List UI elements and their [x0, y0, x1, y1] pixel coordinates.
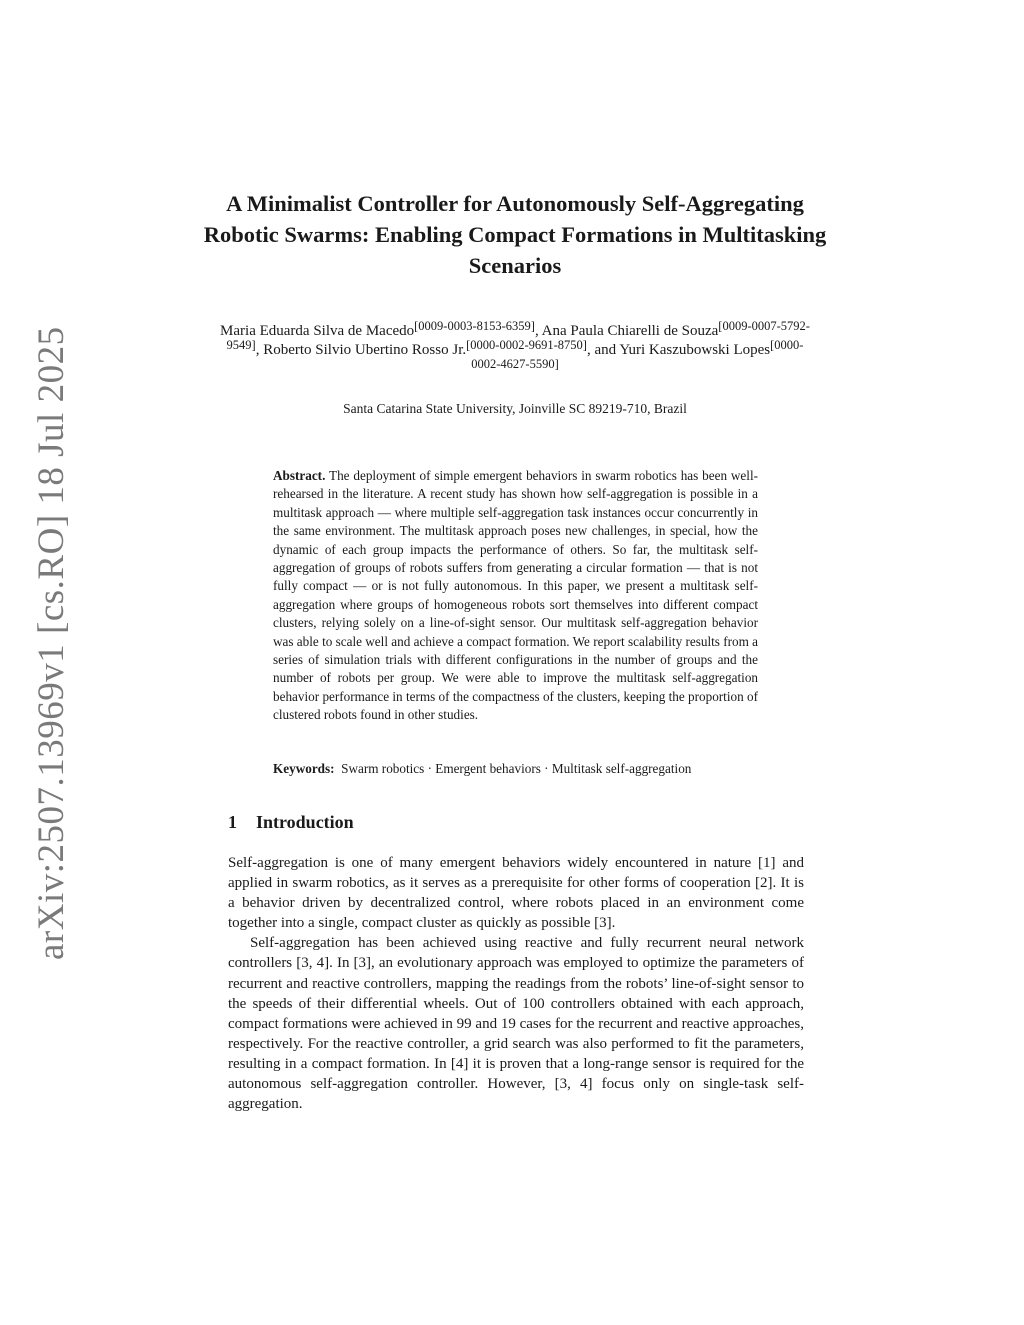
paragraph: Self-aggregation is one of many emergent behaviors widely encountered in nature [1] and applied in swarm robotics, as it serves as a prerequisite for other forms of cooperation [2]. It is a behavior driven by decentralized control, where robots placed in an environment come together into a single, compact cluster as quickly as possible [3]. — [228, 855, 804, 932]
section-number: 1 — [228, 812, 237, 832]
keywords-label: Keywords: — [273, 761, 335, 776]
section-title: Introduction — [256, 812, 354, 832]
author-separator: , and — [586, 342, 620, 358]
keywords-text: Swarm robotics · Emergent behaviors · Multitask self-aggregation — [341, 761, 692, 776]
author-separator: , — [534, 323, 542, 339]
author-orcid[interactable]: [0000-0002-4627-5590] — [471, 338, 804, 371]
section-body — [228, 853, 804, 1114]
author-separator: , — [255, 342, 264, 358]
author-orcid[interactable]: [0000-0002-9691-8750] — [466, 338, 587, 352]
keywords — [273, 761, 773, 777]
author-list — [220, 319, 810, 379]
paragraph: Self-aggregation has been achieved using reactive and fully recurrent neural network controllers [3, 4]. In [3], an evolutionary approach was employed to optimize the parameters of recurrent and reactive controllers, mapping the readings from the robots’ line-of-sight sensor to the speeds of their differential wheels. Out of 100 controllers obtained with each approach, compact formations were achieved in 99 and 19 cases for the recurrent and reactive approaches, respectively. For the reactive controller, a grid search was also performed to fit the parameters, resulting in a compact formation. In [4] it is proven that a long-range sensor is required for the autonomous self-aggregation controller. However, [3, 4] focus only on single-task self-aggregation. — [228, 935, 804, 1113]
author-name: Maria Eduarda Silva de Macedo — [220, 323, 415, 339]
abstract-text: The deployment of simple emergent behaviors in swarm robotics has been well-rehearsed in the literature. A recent study has shown how self-aggregation is possible in a multitask approach — where multiple self-aggregation task instances occur concurrently in the same environment. The multitask approach poses new challenges, in special, how the dynamic of each group impacts the performance of others. So far, the multitask self-aggregation of groups of robots suffers from generating a circular formation — that is not fully compact — or is not fully autonomous. In this paper, we present a multitask self-aggregation where groups of homogeneous robots sort themselves into different compact clusters, relying solely on a line-of-sight sensor. Our multitask self-aggregation behavior was able to scale well and achieve a compact formation. We report scalability results from a series of simulation trials with different configurations in the number of groups and the number of robots per group. We were able to improve the multitask self-aggregation behavior performance in terms of the compactness of the clusters, keeping the proportion of clustered robots found in other studies. — [273, 468, 759, 723]
section-heading — [228, 812, 354, 833]
author-orcid[interactable]: [0009-0007-5792-9549] — [226, 319, 810, 352]
author-name: Yuri Kaszubowski Lopes — [619, 342, 771, 358]
abstract-label: Abstract. — [273, 468, 326, 483]
affiliation: Santa Catarina State University, Joinville SC 89219-710, Brazil — [343, 401, 687, 416]
author-name: Roberto Silvio Ubertino Rosso Jr. — [263, 342, 467, 358]
author-orcid[interactable]: [0009-0003-8153-6359] — [414, 319, 535, 333]
paper-title: A Minimalist Controller for Autonomously Self-Aggregating Robotic Swarms: Enabling Compact Formations in Multitasking Scenarios — [203, 191, 827, 278]
abstract — [273, 467, 758, 725]
author-name: Ana Paula Chiarelli de Souza — [541, 323, 719, 339]
arxiv-identifier: arXiv:2507.13969v1 [cs.RO] 18 Jul 2025 — [31, 326, 72, 960]
